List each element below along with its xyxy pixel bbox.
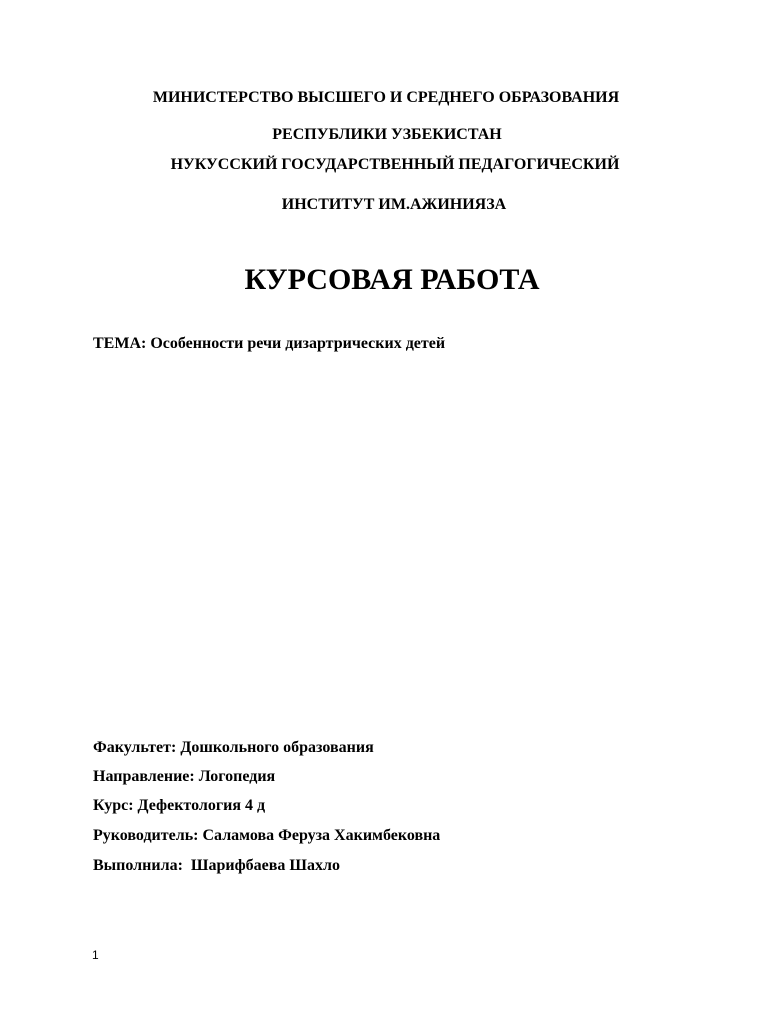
document-title: КУРСОВАЯ РАБОТА <box>244 263 540 296</box>
supervisor-line: Руководитель: Саламова Феруза Хакимбековна <box>93 827 441 844</box>
direction-line: Направление: Логопедия <box>93 768 276 785</box>
course-line: Курс: Дефектология 4 д <box>93 797 266 814</box>
faculty-line: Факультет: Дошкольного образования <box>93 739 374 756</box>
institute-name-line: НУКУССКИЙ ГОСУДАРСТВЕННЫЙ ПЕДАГОГИЧЕСКИЙ <box>170 156 620 173</box>
republic-line: РЕСПУБЛИКИ УЗБЕКИСТАН <box>272 126 502 143</box>
institute-honorific-line: ИНСТИТУТ ИМ.АЖИНИЯЗА <box>281 196 507 213</box>
topic-line: ТЕМА: Особенности речи дизартрических детей <box>93 335 446 352</box>
page-number: 1 <box>92 948 99 962</box>
ministry-line: МИНИСТЕРСТВО ВЫСШЕГО И СРЕДНЕГО ОБРАЗОВАНИЯ <box>152 89 620 106</box>
author-line: Выполнила: Шарифбаева Шахло <box>93 857 340 874</box>
